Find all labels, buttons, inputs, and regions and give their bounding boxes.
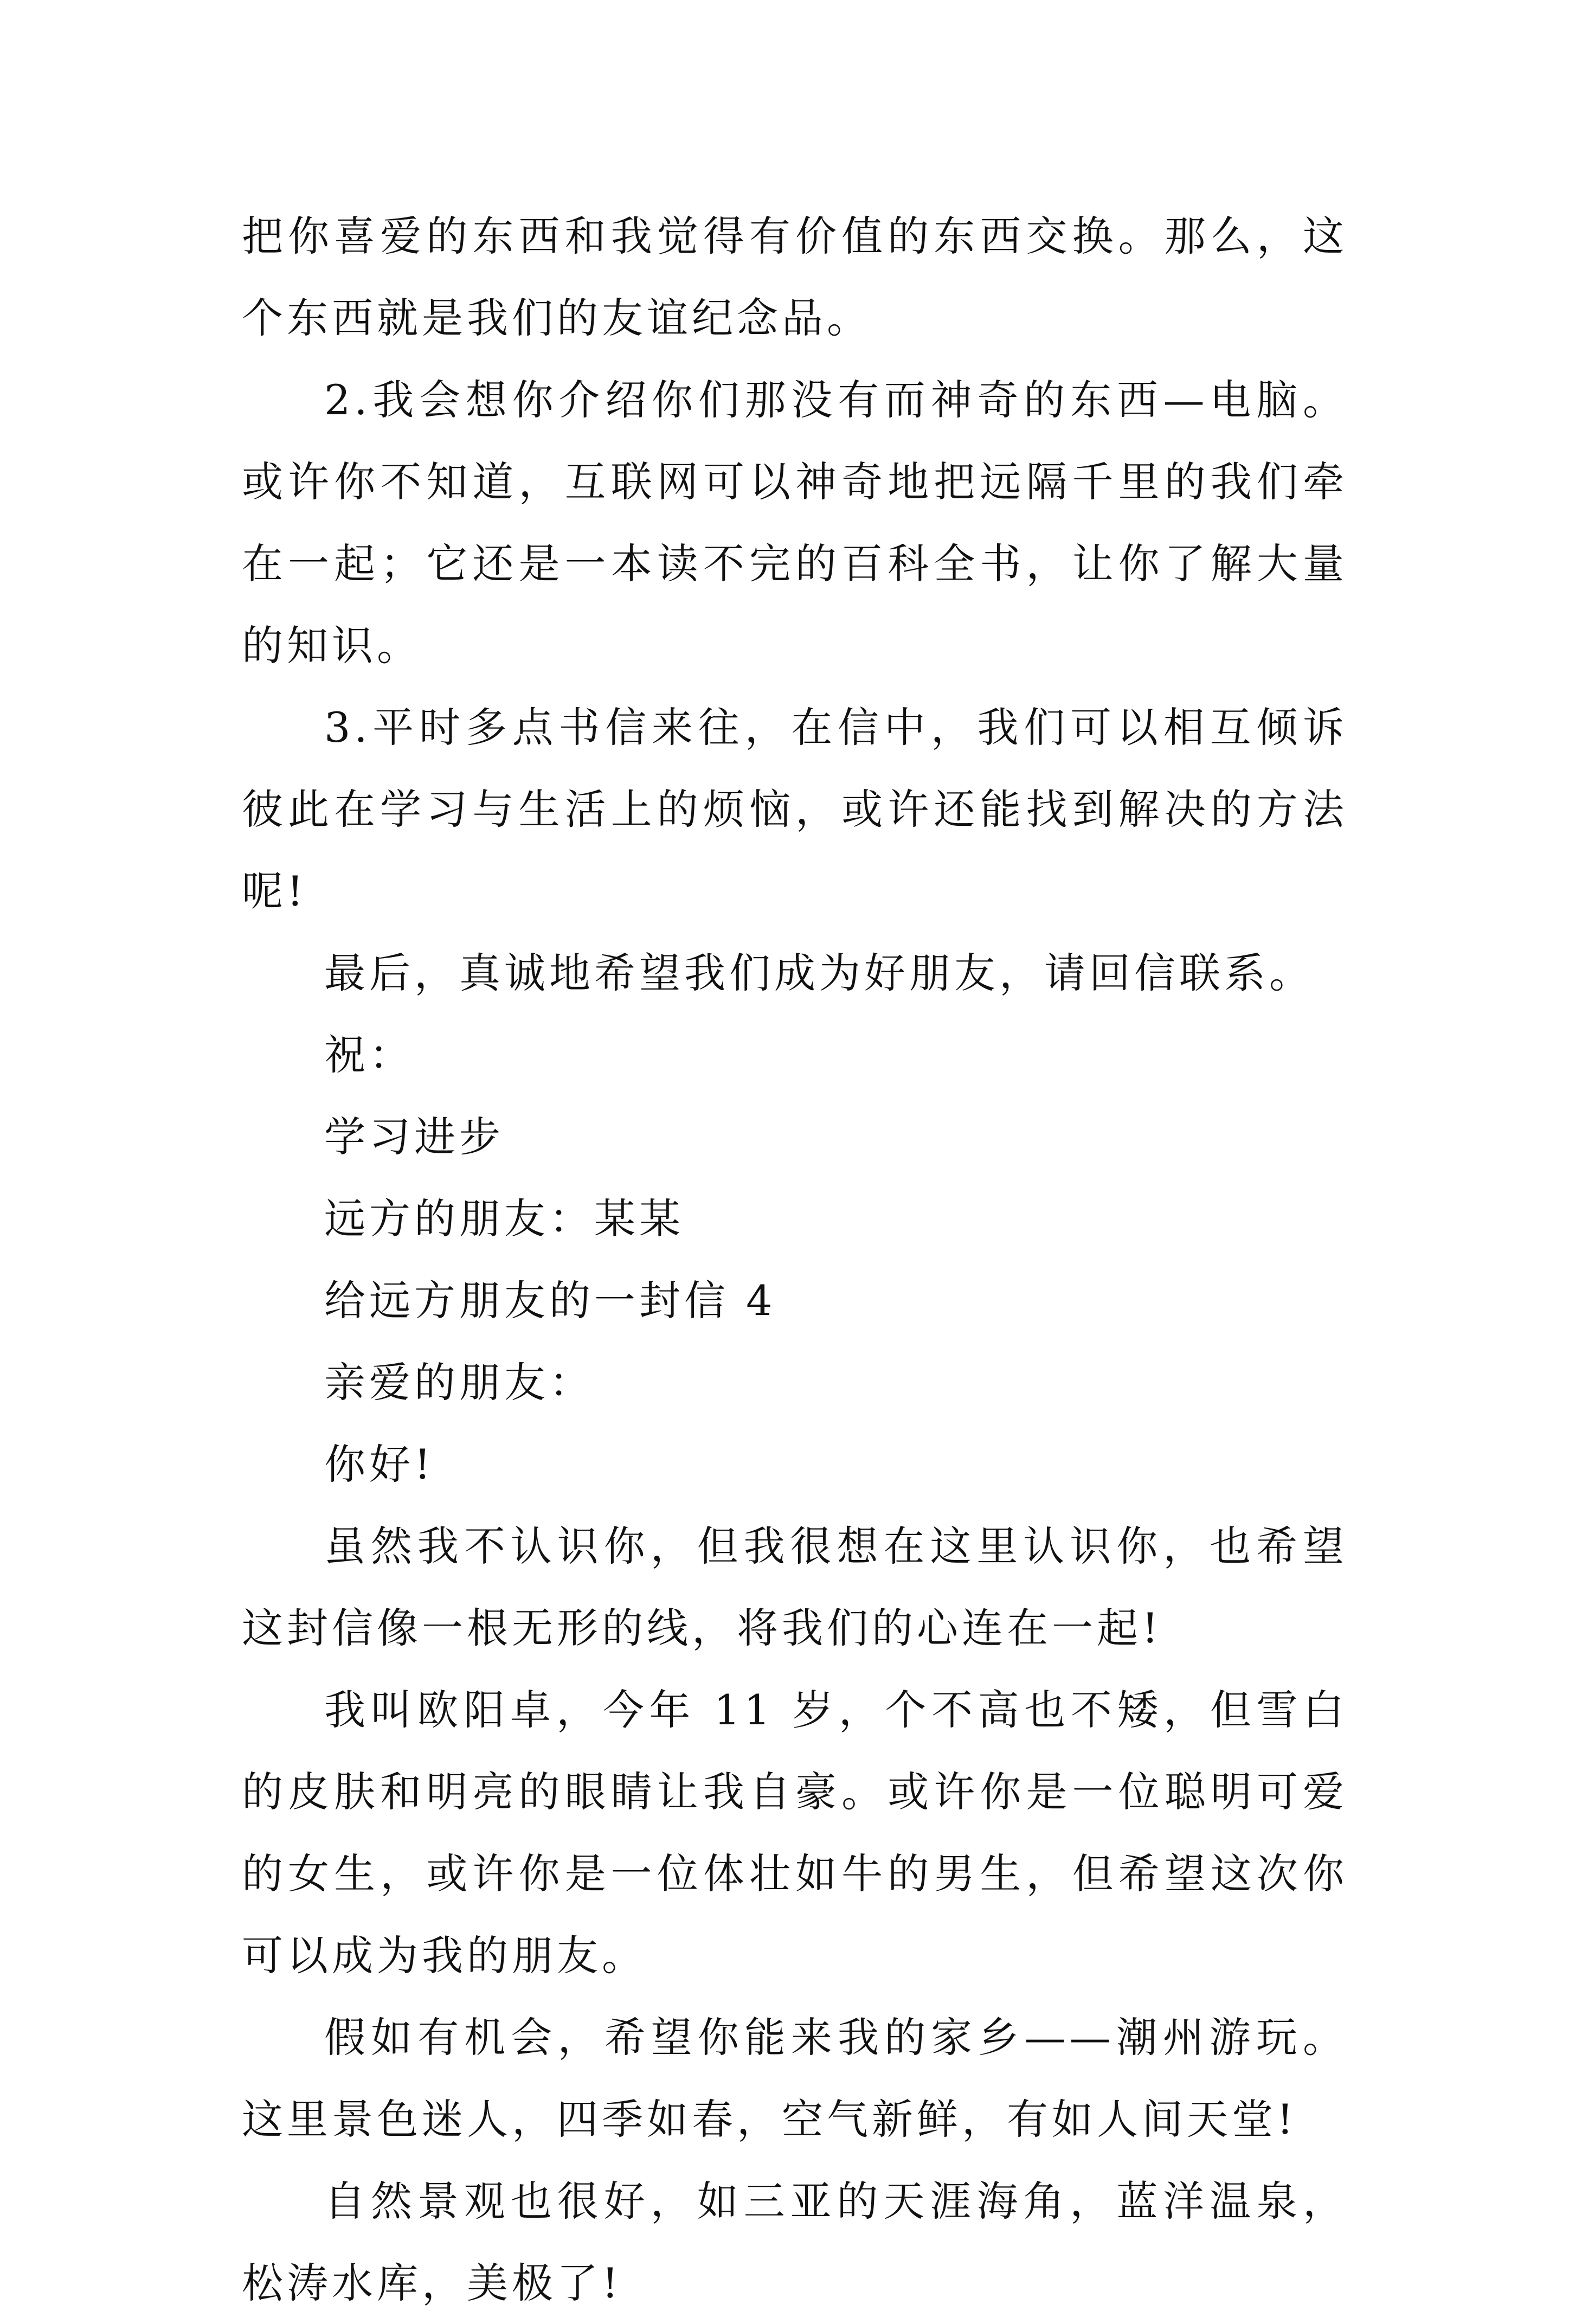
document-body (242, 195, 1348, 2324)
salutation: 亲爱的朋友： (324, 1358, 594, 1407)
paragraph-13: 假如有机会，希望你能来我的家乡——潮州游玩。这里景色迷人，四季如春，空气新鲜，有如人间天堂! (242, 2013, 1348, 2143)
paragraph-14: 自然景观也很好，如三亚的天涯海角，蓝洋温泉，松涛水库，美极了! (242, 2177, 1348, 2307)
paragraph-6: 学习进步 (324, 1113, 504, 1161)
paragraph-5: 祝： (324, 1031, 414, 1079)
paragraph-2: 2.我会想你介绍你们那没有而神奇的东西—电脑。或许你不知道，互联网可以神奇地把远隔千里的我们牵在一起；它还是一本读不完的百科全书，让你了解大量的知识。 (242, 376, 1348, 670)
paragraph-12: 我叫欧阳卓，今年 11 岁，个不高也不矮，但雪白的皮肤和明亮的眼睛让我自豪。或许你是一位聪明可爱的女生，或许你是一位体壮如牛的男生，但希望这次你可以成为我的朋友。 (242, 1686, 1348, 1980)
paragraph-11: 虽然我不认识你，但我很想在这里认识你，也希望这封信像一根无形的线，将我们的心连在一起! (242, 1522, 1348, 1652)
paragraph-7: 远方的朋友：某某 (324, 1195, 684, 1243)
greeting: 你好! (324, 1440, 435, 1488)
paragraph-3: 3.平时多点书信来往，在信中，我们可以相互倾诉彼此在学习与生活上的烦恼，或许还能找到解决的方法呢! (242, 703, 1348, 915)
paragraph-4: 最后，真诚地希望我们成为好朋友，请回信联系。 (324, 949, 1314, 997)
letter-heading: 给远方朋友的一封信 4 (324, 1276, 776, 1325)
paragraph-1: 把你喜爱的东西和我觉得有价值的东西交换。那么，这个东西就是我们的友谊纪念品。 (242, 212, 1348, 342)
